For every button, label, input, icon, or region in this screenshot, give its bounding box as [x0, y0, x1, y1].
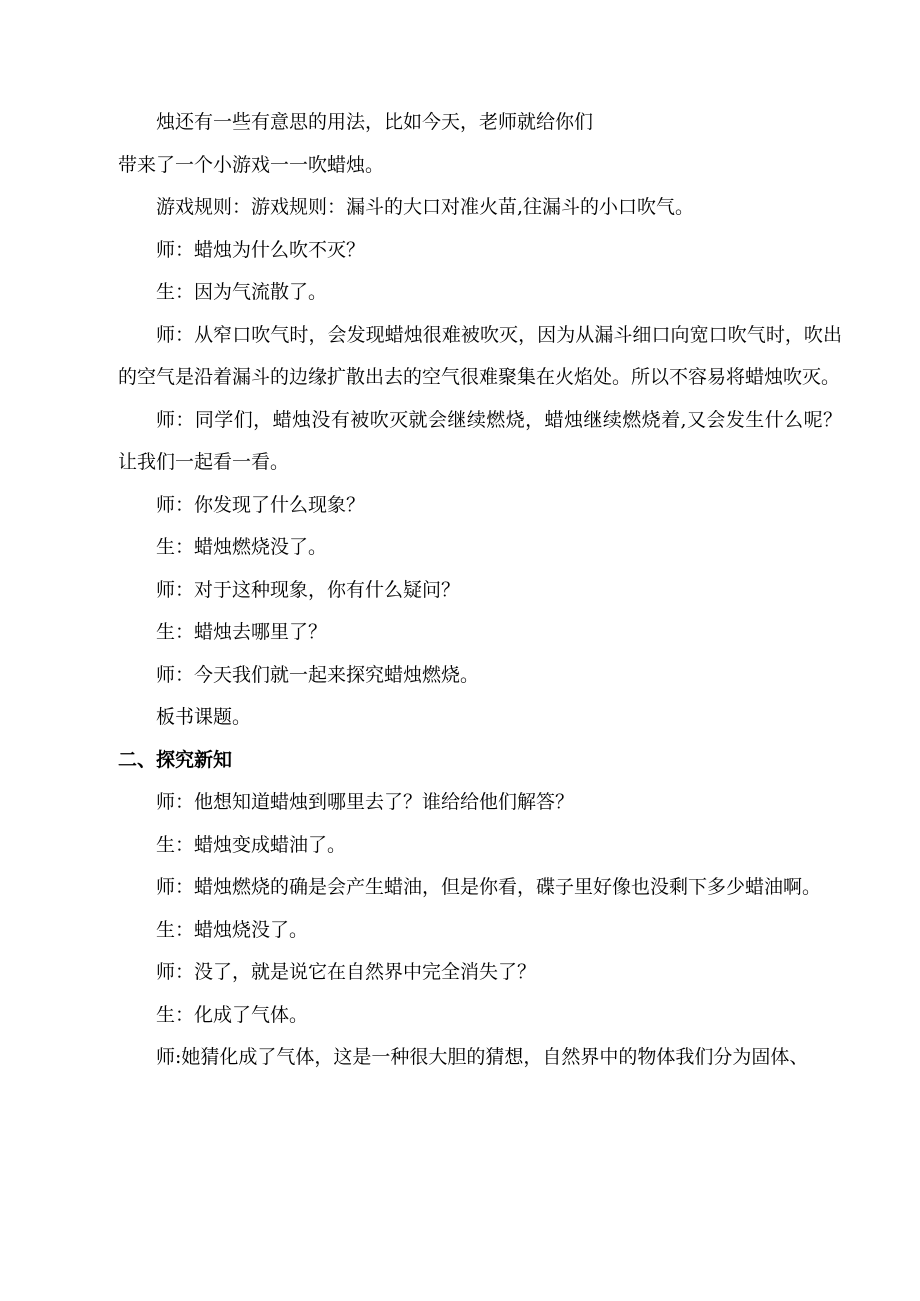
- teacher-line: 师：你发现了什么现象？: [156, 493, 366, 516]
- student-line: 生：蜡烛烧没了。: [156, 918, 309, 941]
- teacher-line: 师：蜡烛燃烧的确是会产生蜡油，但是你看，碟子里好像也没剩下多少蜡油啊。: [156, 876, 822, 898]
- document-body: [118, 101, 842, 1079]
- student-line: 生：因为气流散了。: [156, 281, 328, 303]
- teacher-line: 师:她猜化成了气体，这是一种很大胆的猜想，自然界中的物体我们分为固体、: [156, 1046, 809, 1068]
- teacher-line: 师：他想知道蜡烛到哪里去了？谁给给他们解答？: [156, 791, 575, 813]
- teacher-line: 师：没了，就是说它在自然界中完全消失了？: [156, 961, 537, 983]
- student-line: 生：蜡烛去哪里了？: [156, 621, 328, 643]
- student-line: 生：化成了气体。: [156, 1003, 309, 1026]
- teacher-line: 师：蜡烛为什么吹不灭？: [156, 238, 366, 261]
- teacher-line: 师：同学们，蜡烛没有被吹灭就会继续燃烧，蜡烛继续燃烧着,又会发生什么呢？让我们一起看一看。: [118, 408, 842, 473]
- student-line: 生：蜡烛变成蜡油了。: [156, 833, 347, 856]
- student-line: 生：蜡烛燃烧没了。: [156, 536, 328, 558]
- section-heading: 二、探究新知: [118, 748, 233, 771]
- paragraph: 带来了一个小游戏一一吹蜡烛。: [118, 153, 385, 176]
- teacher-line: 师：对于这种现象，你有什么疑问？: [156, 578, 461, 601]
- paragraph: 板书课题。: [156, 706, 252, 728]
- teacher-line: 师：今天我们就一起来探究蜡烛燃烧。: [156, 663, 480, 686]
- paragraph: 烛还有一些有意思的用法，比如今天，老师就给你们: [156, 111, 594, 133]
- paragraph: 游戏规则：游戏规则：漏斗的大口对准火苗,往漏斗的小口吹气。: [156, 196, 695, 218]
- teacher-line: 师：从窄口吹气时，会发现蜡烛很难被吹灭，因为从漏斗细口向宽口吹气时，吹出的空气是沿着漏斗的边缘扩散出去的空气很难聚集在火焰处。所以不容易将蜡烛吹灭。: [118, 323, 842, 388]
